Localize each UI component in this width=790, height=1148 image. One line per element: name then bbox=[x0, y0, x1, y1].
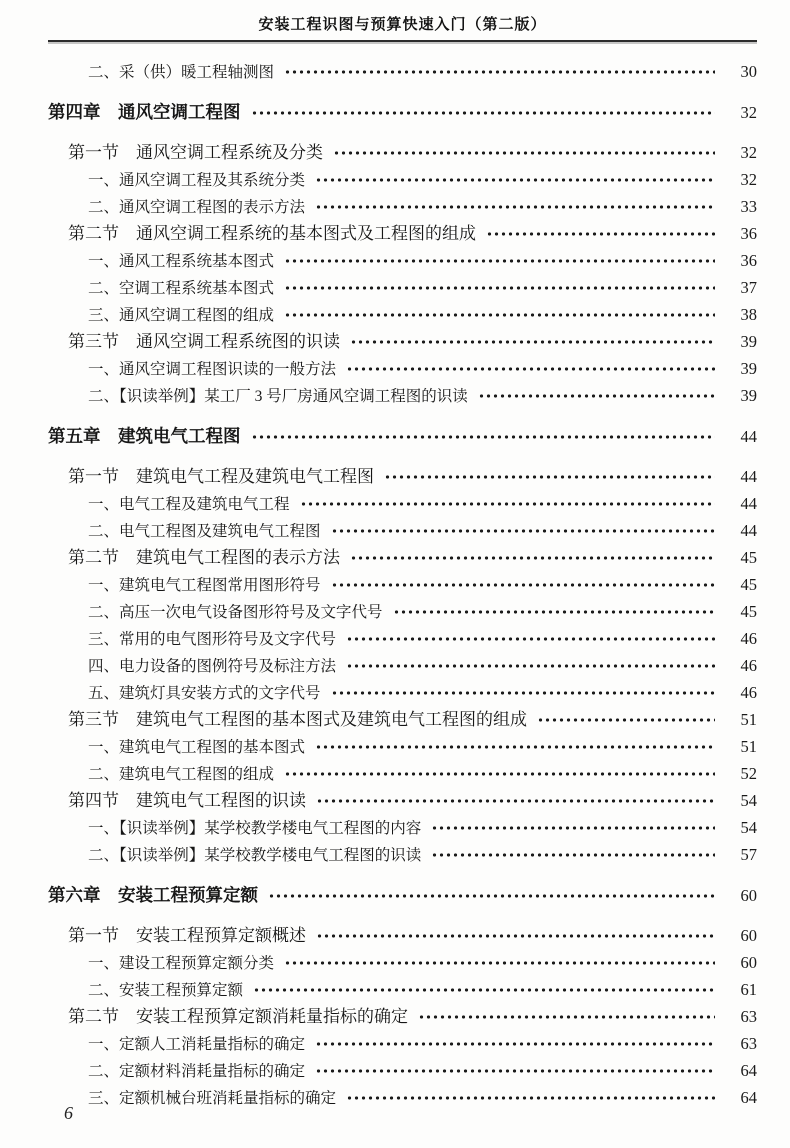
dot-leader bbox=[350, 334, 715, 350]
dot-leader bbox=[331, 577, 715, 593]
dot-leader bbox=[346, 658, 715, 674]
page-header bbox=[48, 13, 757, 42]
toc-entry bbox=[48, 166, 757, 193]
dot-leader bbox=[315, 739, 715, 755]
toc-entry-page: 36 bbox=[740, 224, 757, 243]
toc-entry-page: 44 bbox=[740, 467, 757, 486]
dot-leader bbox=[284, 280, 715, 296]
toc-entry-page: 46 bbox=[740, 629, 757, 648]
toc-entry bbox=[48, 976, 757, 1003]
dot-leader bbox=[418, 1009, 715, 1025]
toc-entry-page: 63 bbox=[740, 1034, 757, 1053]
toc-entry-label: 一、通风空调工程及其系统分类 bbox=[88, 172, 306, 189]
dot-leader bbox=[346, 1090, 715, 1106]
toc-entry bbox=[48, 139, 757, 166]
toc-entry bbox=[48, 733, 757, 760]
running-head-title: 安装工程识图与预算快速入门（第二版） bbox=[258, 17, 547, 33]
toc-entry-page: 39 bbox=[740, 332, 757, 351]
toc-entry-label: 二、定额材料消耗量指标的确定 bbox=[88, 1063, 306, 1080]
toc-entry-page: 45 bbox=[740, 575, 757, 594]
toc-entry-page: 64 bbox=[740, 1088, 757, 1107]
toc-entry-label: 二、高压一次电气设备图形符号及文字代号 bbox=[88, 604, 383, 621]
toc-entry-page: 64 bbox=[740, 1061, 757, 1080]
dot-leader bbox=[300, 496, 715, 512]
toc-entry-label: 三、通风空调工程图的组成 bbox=[88, 307, 275, 324]
dot-leader bbox=[315, 1036, 715, 1052]
toc-entry bbox=[48, 382, 757, 409]
toc-entry-label: 三、常用的电气图形符号及文字代号 bbox=[88, 631, 337, 648]
dot-leader bbox=[284, 307, 715, 323]
toc-entry-label: 二、【识读举例】某学校教学楼电气工程图的识读 bbox=[88, 847, 422, 864]
toc-entry-label: 二、采（供）暖工程轴测图 bbox=[88, 64, 275, 81]
toc-entry-page: 60 bbox=[740, 926, 757, 945]
dot-leader bbox=[393, 604, 715, 620]
toc-entry bbox=[48, 922, 757, 949]
dot-leader bbox=[268, 888, 715, 904]
dot-leader bbox=[251, 429, 716, 445]
toc-entry-label: 第六章 安装工程预算定额 bbox=[48, 885, 258, 905]
dot-leader bbox=[253, 982, 715, 998]
toc-entry-page: 60 bbox=[740, 886, 757, 905]
toc-entry-page: 32 bbox=[740, 170, 757, 189]
dot-leader bbox=[346, 631, 715, 647]
toc-entry-page: 51 bbox=[740, 710, 757, 729]
toc-entry bbox=[48, 598, 757, 625]
toc-entry bbox=[48, 882, 757, 909]
toc-entry-page: 32 bbox=[740, 103, 757, 122]
toc-entry-page: 36 bbox=[740, 251, 757, 270]
toc-entry-page: 44 bbox=[740, 494, 757, 513]
toc-entry-page: 60 bbox=[740, 953, 757, 972]
toc-entry-page: 57 bbox=[740, 845, 757, 864]
header-rule bbox=[48, 40, 757, 42]
toc-entry-label: 第三节 通风空调工程系统图的识读 bbox=[68, 332, 340, 351]
toc-entry-label: 第五章 建筑电气工程图 bbox=[48, 426, 241, 446]
toc-entry bbox=[48, 220, 757, 247]
toc-entry bbox=[48, 679, 757, 706]
toc-entry-page: 46 bbox=[740, 656, 757, 675]
toc-entry-label: 五、建筑灯具安装方式的文字代号 bbox=[88, 685, 321, 702]
toc-entry-page: 30 bbox=[740, 62, 757, 81]
toc-entry-page: 32 bbox=[740, 143, 757, 162]
toc-entry bbox=[48, 423, 757, 450]
toc-entry-label: 第一节 通风空调工程系统及分类 bbox=[68, 143, 323, 162]
toc-entry bbox=[48, 301, 757, 328]
toc-entry-label: 一、【识读举例】某学校教学楼电气工程图的内容 bbox=[88, 820, 422, 837]
toc-entry bbox=[48, 841, 757, 868]
toc-entry bbox=[48, 247, 757, 274]
toc-entry-page: 44 bbox=[740, 427, 757, 446]
dot-leader bbox=[315, 1063, 715, 1079]
toc-entry bbox=[48, 355, 757, 382]
toc-entry-label: 第三节 建筑电气工程图的基本图式及建筑电气工程图的组成 bbox=[68, 710, 527, 729]
toc-entry-page: 38 bbox=[740, 305, 757, 324]
dot-leader bbox=[346, 361, 715, 377]
toc-entry-label: 二、【识读举例】某工厂 3 号厂房通风空调工程图的识读 bbox=[88, 388, 468, 405]
toc-entry bbox=[48, 274, 757, 301]
dot-leader bbox=[331, 523, 715, 539]
dot-leader bbox=[486, 226, 715, 242]
toc-entry-page: 45 bbox=[740, 548, 757, 567]
toc-entry bbox=[48, 99, 757, 126]
toc-entry-label: 二、电气工程图及建筑电气工程图 bbox=[88, 523, 321, 540]
toc-entry bbox=[48, 193, 757, 220]
toc-entry-label: 一、通风空调工程图识读的一般方法 bbox=[88, 361, 337, 378]
toc-entry-label: 一、通风工程系统基本图式 bbox=[88, 253, 275, 270]
dot-leader bbox=[315, 172, 715, 188]
toc-entry bbox=[48, 1057, 757, 1084]
toc-entry-page: 44 bbox=[740, 521, 757, 540]
toc-entry-label: 二、空调工程系统基本图式 bbox=[88, 280, 275, 297]
dot-leader bbox=[333, 145, 715, 161]
toc-entry-label: 第一节 安装工程预算定额概述 bbox=[68, 926, 306, 945]
toc-entry-page: 33 bbox=[740, 197, 757, 216]
dot-leader bbox=[284, 253, 715, 269]
toc-entry-label: 第二节 通风空调工程系统的基本图式及工程图的组成 bbox=[68, 224, 476, 243]
dot-leader bbox=[284, 766, 715, 782]
toc-entry bbox=[48, 1084, 757, 1111]
toc-entry-label: 第四节 建筑电气工程图的识读 bbox=[68, 791, 306, 810]
toc-entry-label: 一、建筑电气工程图的基本图式 bbox=[88, 739, 306, 756]
toc-entry-label: 二、通风空调工程图的表示方法 bbox=[88, 199, 306, 216]
toc-entry-page: 61 bbox=[740, 980, 757, 999]
toc-entry-label: 一、建设工程预算定额分类 bbox=[88, 955, 275, 972]
toc-entry bbox=[48, 652, 757, 679]
toc-entry bbox=[48, 787, 757, 814]
dot-leader bbox=[431, 847, 715, 863]
toc-entry bbox=[48, 760, 757, 787]
toc-entry bbox=[48, 625, 757, 652]
dot-leader bbox=[537, 712, 715, 728]
dot-leader bbox=[478, 388, 715, 404]
toc-entry-page: 45 bbox=[740, 602, 757, 621]
folio-page-number: 6 bbox=[64, 1103, 73, 1123]
toc-entry bbox=[48, 706, 757, 733]
toc-entry-label: 二、建筑电气工程图的组成 bbox=[88, 766, 275, 783]
dot-leader bbox=[384, 469, 715, 485]
dot-leader bbox=[284, 955, 715, 971]
toc-entry-label: 二、安装工程预算定额 bbox=[88, 982, 244, 999]
toc-entry-label: 一、电气工程及建筑电气工程 bbox=[88, 496, 290, 513]
toc-entry-label: 第四章 通风空调工程图 bbox=[48, 102, 241, 122]
toc-entry bbox=[48, 58, 757, 85]
toc-entry-label: 一、建筑电气工程图常用图形符号 bbox=[88, 577, 321, 594]
toc-entry bbox=[48, 463, 757, 490]
toc-entry bbox=[48, 517, 757, 544]
dot-leader bbox=[431, 820, 715, 836]
dot-leader bbox=[316, 793, 715, 809]
toc-entry bbox=[48, 328, 757, 355]
toc-entry bbox=[48, 949, 757, 976]
toc-entry bbox=[48, 1003, 757, 1030]
toc-entry-label: 四、电力设备的图例符号及标注方法 bbox=[88, 658, 337, 675]
toc-entry-page: 39 bbox=[740, 359, 757, 378]
toc-entry-label: 第一节 建筑电气工程及建筑电气工程图 bbox=[68, 467, 374, 486]
toc-entry bbox=[48, 490, 757, 517]
toc-entry-page: 52 bbox=[740, 764, 757, 783]
toc-entry bbox=[48, 571, 757, 598]
dot-leader bbox=[316, 928, 715, 944]
toc-entry-page: 54 bbox=[740, 791, 757, 810]
toc-entry bbox=[48, 1030, 757, 1057]
dot-leader bbox=[350, 550, 715, 566]
dot-leader bbox=[284, 64, 715, 80]
toc-entry-label: 一、定额人工消耗量指标的确定 bbox=[88, 1036, 306, 1053]
table-of-contents bbox=[48, 58, 757, 1111]
toc-entry-label: 第二节 安装工程预算定额消耗量指标的确定 bbox=[68, 1007, 408, 1026]
toc-entry-page: 54 bbox=[740, 818, 757, 837]
dot-leader bbox=[331, 685, 715, 701]
toc-entry bbox=[48, 814, 757, 841]
toc-entry-page: 51 bbox=[740, 737, 757, 756]
dot-leader bbox=[315, 199, 715, 215]
toc-entry-page: 39 bbox=[740, 386, 757, 405]
toc-entry-label: 第二节 建筑电气工程图的表示方法 bbox=[68, 548, 340, 567]
toc-entry bbox=[48, 544, 757, 571]
dot-leader bbox=[251, 105, 716, 121]
toc-entry-page: 37 bbox=[740, 278, 757, 297]
toc-entry-page: 63 bbox=[740, 1007, 757, 1026]
toc-entry-label: 三、定额机械台班消耗量指标的确定 bbox=[88, 1090, 337, 1107]
toc-entry-page: 46 bbox=[740, 683, 757, 702]
